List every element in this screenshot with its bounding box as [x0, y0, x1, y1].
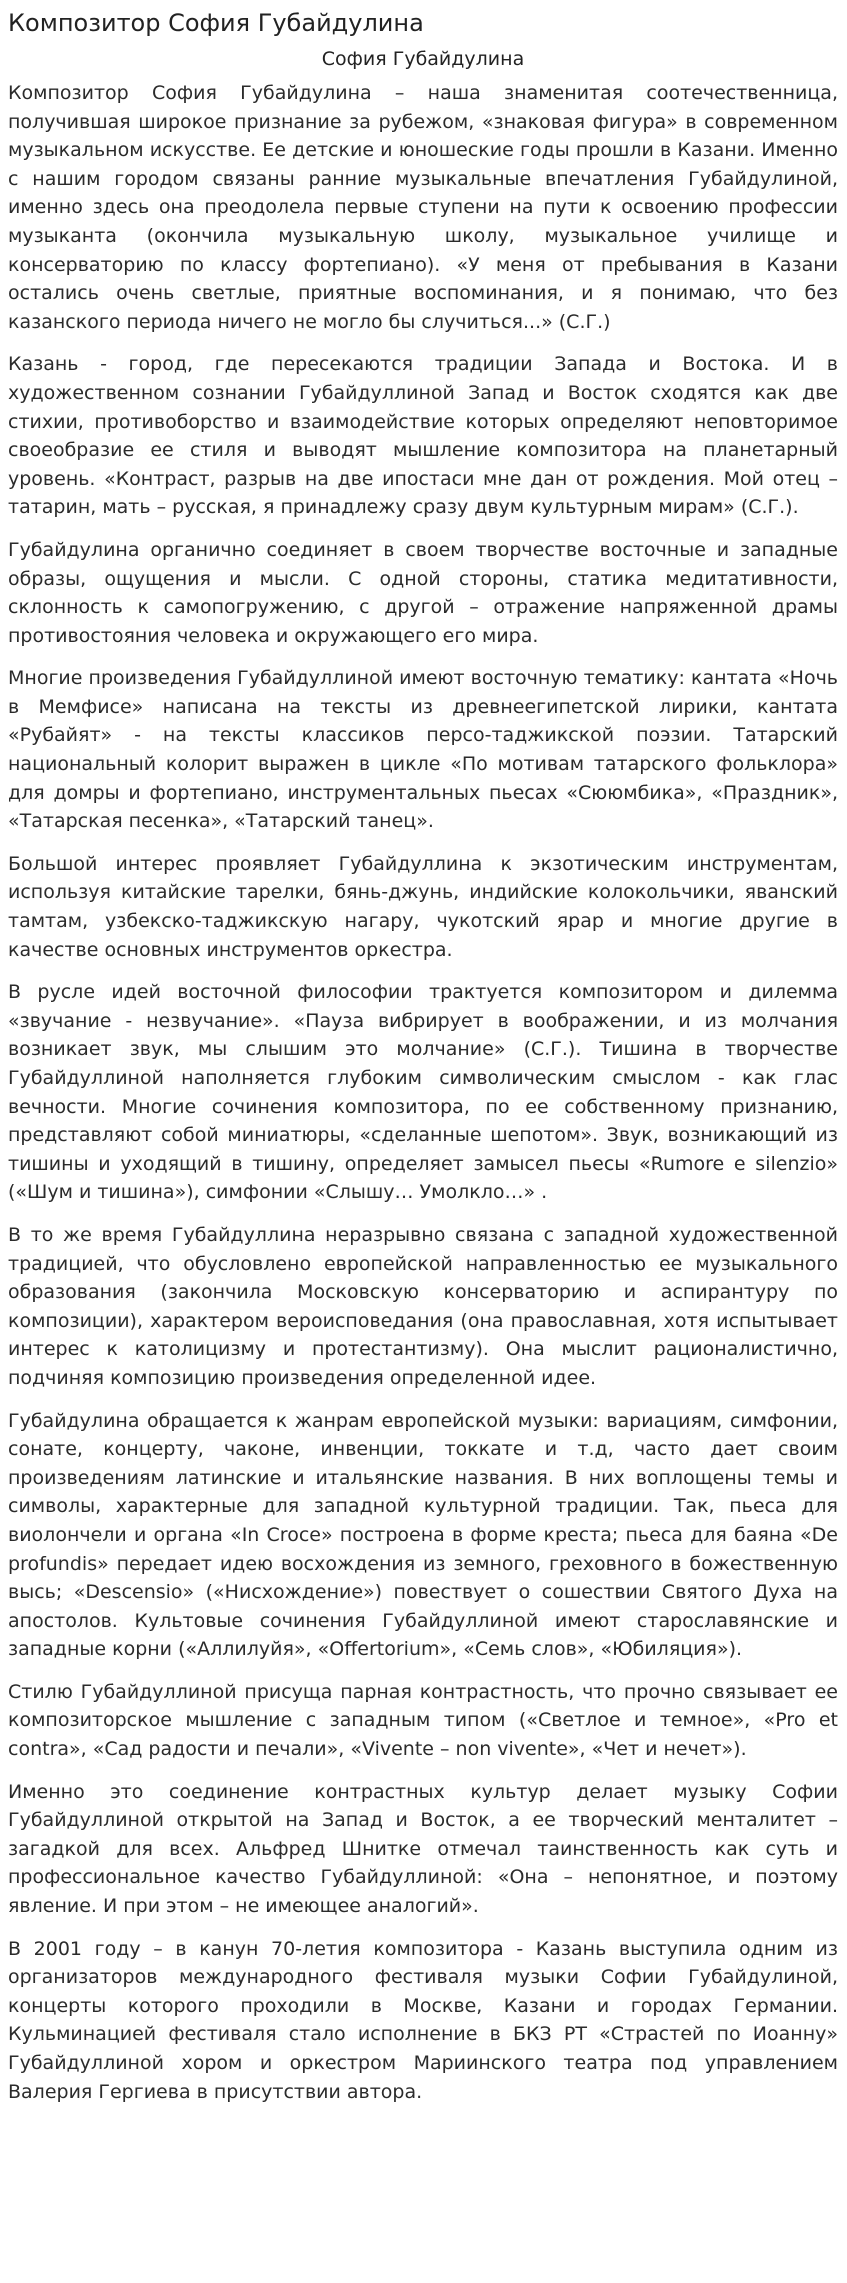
paragraph-contrast: Стилю Губайдуллиной присуща парная контрастность, что прочно связывает ее композиторское мышление с западным типом («Светлое и темное», «Pro et contra», «Сад радости и печали», «Vivente – non vivente», «Чет и нечет»). [8, 1680, 838, 1761]
paragraph-schnittke: Именно это соединение контрастных культур делает музыку Софии Губайдуллиной открытой на Запад и Восток, а ее творческий менталитет – загадкой для всех. Альфред Шнитке отмечал таинственность как суть и профессиональное качество Губайдуллиной: «Она – непонятное, и поэтому явление. И при этом – не имеющее аналогий». [8, 1780, 838, 1918]
paragraph-west-east: Казань - город, где пересекаются традиции Запада и Востока. И в художественном сознании Губайдуллиной Запад и Восток сходятся как две стихии, противоборство и взаимодействие которых определяют неповторимое своеобразие ее стиля и выводят мышление композитора на планетарный уровень. «Контраст, разрыв на две ипостаси мне дан от рождения. Мой отец – татарин, мать – русская, я принадлежу сразу двум культурным мирам» (С.Г.). [8, 353, 838, 519]
paragraph-silence: В русле идей восточной философии трактуется композитором и дилемма «звучание - незвучание». «Пауза вибрирует в воображении, и из молчания возникает звук, мы слышим это молчание» (С.Г.). Тишина в творчестве Губайдуллиной наполняется глубоким символическим смыслом - как глас вечности. Многие сочинения композитора, по ее собственному признанию, представляют собой миниатюры, «сделанные шепотом». Звук, возникающий из тишины и уходящий в тишину, определяет замысел пьесы «Rumore e silenzio» («Шум и тишина»), симфонии «Слышу… Умолкло…» . [8, 981, 838, 1204]
paragraph-eastern-themes: Многие произведения Губайдуллиной имеют восточную тематику: кантата «Ночь в Мемфисе» написана на тексты из древнеегипетской лирики, кантата «Рубайят» - на тексты классиков персо-таджикской поэзии. Татарский национальный колорит выражен в цикле «По мотивам татарского фольклора» для домры и фортепиано, инструментальных пьесах «Сююмбика», «Праздник», «Татарская песенка», «Татарский танец». [8, 667, 838, 833]
paragraph-images: Губайдулина органично соединяет в своем творчестве восточные и западные образы, ощущения и мысли. С одной стороны, статика медитативности, склонность к самопогружению, с другой – отражение напряженной драмы противостояния человека и окружающего его мира. [8, 538, 838, 647]
paragraph-instruments: Большой интерес проявляет Губайдуллина к экзотическим инструментам, используя китайские тарелки, бянь-джунь, индийские колокольчики, яванский тамтам, узбекско-таджикскую нагару, чукотский ярар и многие другие в качестве основных инструментов оркестра. [8, 852, 838, 961]
paragraph-western-tradition: В то же время Губайдуллина неразрывно связана с западной художественной традицией, что обусловлено европейской направленностью ее музыкального образования (закончила Московскую консерваторию и аспирантуру по композиции), характером вероисповедания (она православная, хотя испытывает интерес к католицизму и протестантизму). Она мыслит рационалистично, подчиняя композицию произведения определенной идее. [8, 1223, 838, 1389]
paragraph-festival: В 2001 году – в канун 70-летия композитора - Казань выступила одним из организаторов международного фестиваля музыки Софии Губайдулиной, концерты которого проходили в Москве, Казани и городах Германии. Кульминацией фестиваля стало исполнение в БКЗ РТ «Страстей по Иоанну» Губайдуллиной хором и оркестром Мариинского театра под управлением Валерия Гергиева в присутствии автора. [8, 1937, 838, 2103]
article-subtitle: София Губайдулина [321, 48, 525, 70]
paragraph-genres: Губайдулина обращается к жанрам европейской музыки: вариациям, симфонии, сонате, концерту, чаконе, инвенции, токкате и т.д, часто дает своим произведениям латинские и итальянские названия. В них воплощены темы и символы, характерные для западной культурной традиции. Так, пьеса для виолончели и органа «In Croce» построена в форме креста; пьеса для баяна «De profundis» передает идею восхождения из земного, греховного в божественную высь; «Descensio» («Нисхождение») повествует о сошествии Святого Духа на апостолов. Культовые сочинения Губайдуллиной имеют старославянские и западные корни («Аллилуйя», «Offertorium», «Семь слов», «Юбиляция»). [8, 1409, 838, 1661]
article [8, 0, 838, 2120]
paragraph-intro: Композитор София Губайдулина – наша знаменитая соотечественница, получившая широкое признание за рубежом, «знаковая фигура» в современном музыкальном искусстве. Ее детские и юношеские годы прошли в Казани. Именно с нашим городом связаны ранние музыкальные впечатления Губайдулиной, именно здесь она преодолела первые ступени на пути к освоению профессии музыканта (окончила музыкальную школу, музыкальное училище и консерваторию по классу фортепиано). «У меня от пребывания в Казани остались очень светлые, приятные воспоминания, и я понимаю, что без казанского периода ничего не могло бы случиться...» (С.Г.) [8, 82, 838, 333]
page-title: Композитор София Губайдулина [8, 9, 424, 37]
